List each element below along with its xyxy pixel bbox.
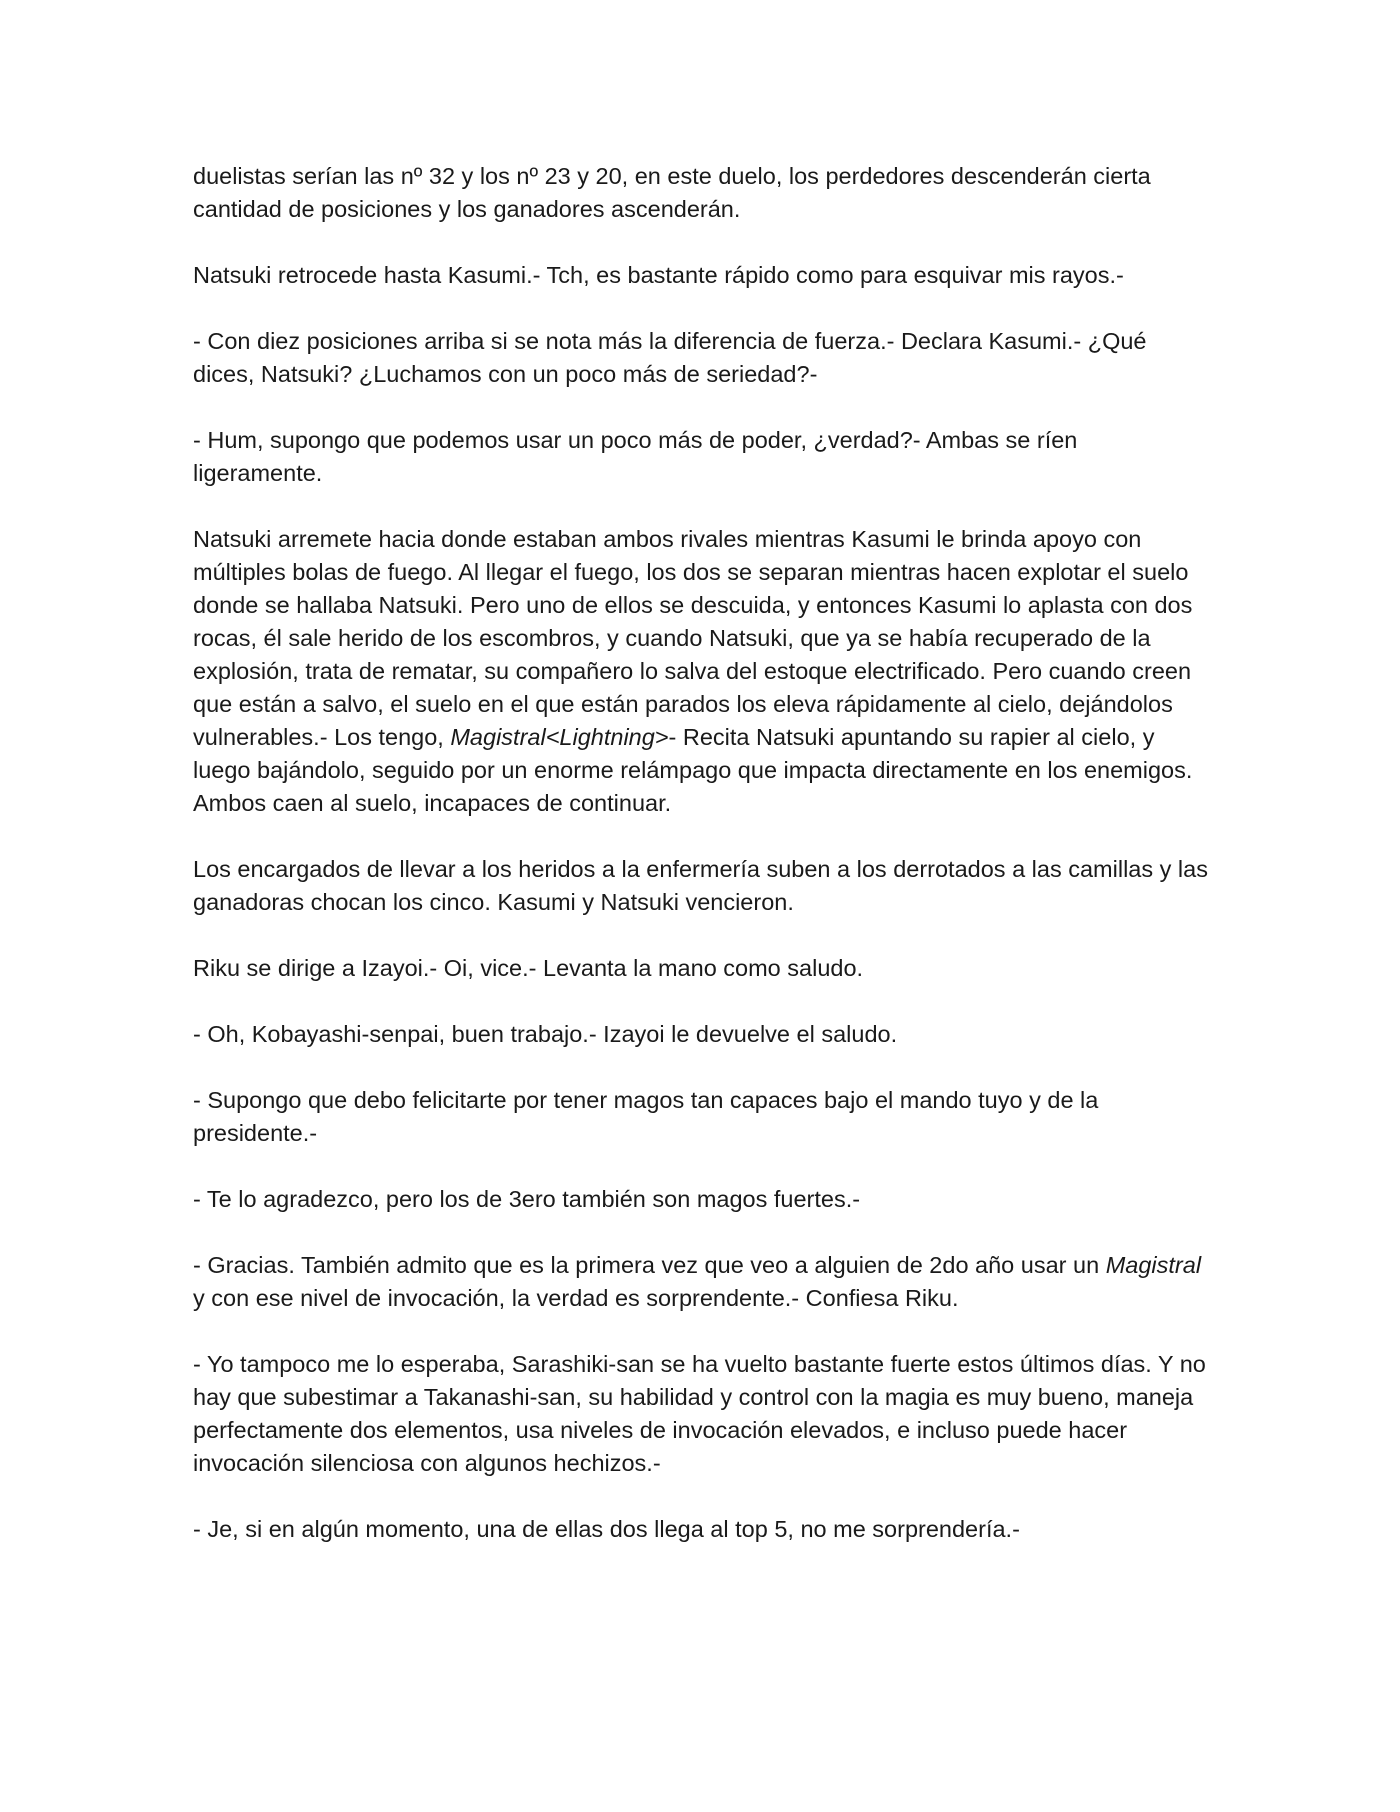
text-segment: Natsuki retrocede hasta Kasumi.- Tch, es bastante rápido como para esquivar mis rayos.- <box>193 262 1124 288</box>
text-segment: Riku se dirige a Izayoi.- Oi, vice.- Levanta la mano como saludo. <box>193 955 864 981</box>
paragraph <box>193 259 1213 292</box>
text-segment: - Gracias. También admito que es la primera vez que veo a alguien de 2do año usar un <box>193 1252 1106 1278</box>
paragraph <box>193 1513 1213 1546</box>
text-segment: - Supongo que debo felicitarte por tener magos tan capaces bajo el mando tuyo y de la presidente.- <box>193 1087 1099 1146</box>
document-page <box>193 160 1213 1546</box>
text-segment: - Je, si en algún momento, una de ellas dos llega al top 5, no me sorprendería.- <box>193 1516 1020 1542</box>
paragraph <box>193 424 1213 490</box>
text-segment: duelistas serían las nº 32 y los nº 23 y 20, en este duelo, los perdedores descenderán cierta cantidad de posiciones y los ganadores ascenderán. <box>193 163 1151 222</box>
paragraph <box>193 325 1213 391</box>
paragraph <box>193 523 1213 820</box>
paragraph <box>193 952 1213 985</box>
paragraph <box>193 1348 1213 1480</box>
paragraph <box>193 853 1213 919</box>
paragraph <box>193 1018 1213 1051</box>
paragraph <box>193 1084 1213 1150</box>
text-segment: - Hum, supongo que podemos usar un poco más de poder, ¿verdad?- Ambas se ríen ligeramente. <box>193 427 1078 486</box>
paragraph <box>193 160 1213 226</box>
paragraph <box>193 1249 1213 1315</box>
italic-text-segment: Magistral<Lightning> <box>450 724 669 750</box>
text-segment: - Con diez posiciones arriba si se nota más la diferencia de fuerza.- Declara Kasumi.- ¿Qué dices, Natsuki? ¿Luchamos con un poco más de seriedad?- <box>193 328 1147 387</box>
italic-text-segment: Magistral <box>1105 1252 1202 1278</box>
text-segment: y con ese nivel de invocación, la verdad es sorprendente.- Confiesa Riku. <box>193 1285 959 1311</box>
paragraph <box>193 1183 1213 1216</box>
text-segment: Los encargados de llevar a los heridos a la enfermería suben a los derrotados a las camillas y las ganadoras chocan los cinco. Kasumi y Natsuki vencieron. <box>193 856 1208 915</box>
text-segment: - Yo tampoco me lo esperaba, Sarashiki-san se ha vuelto bastante fuerte estos últimos días. Y no hay que subestimar a Takanashi-san, su habilidad y control con la magia es muy bueno, maneja perfectamente dos elementos, usa niveles de invocación elevados, e incluso puede hacer invocación silenciosa con algunos hechizos.- <box>193 1351 1206 1476</box>
text-segment: - Te lo agradezco, pero los de 3ero también son magos fuertes.- <box>193 1186 861 1212</box>
text-segment: Natsuki arremete hacia donde estaban ambos rivales mientras Kasumi le brinda apoyo con múltiples bolas de fuego. Al llegar el fuego, los dos se separan mientras hacen explotar el suelo donde se hallaba Natsuki. Pero uno de ellos se descuida, y entonces Kasumi lo aplasta con dos rocas, él sale herido de los escombros, y cuando Natsuki, que ya se había recuperado de la explosión, trata de rematar, su compañero lo salva del estoque electrificado. Pero cuando creen que están a salvo, el suelo en el que están parados los eleva rápidamente al cielo, dejándolos vulnerables.- Los tengo, <box>193 526 1193 750</box>
text-segment: - Oh, Kobayashi-senpai, buen trabajo.- Izayoi le devuelve el saludo. <box>193 1021 898 1047</box>
text-segment: - Recita Natsuki apuntando su rapier al cielo, y luego bajándolo, seguido por un enorme relámpago que impacta directamente en los enemigos. Ambos caen al suelo, incapaces de continuar. <box>193 724 1193 816</box>
